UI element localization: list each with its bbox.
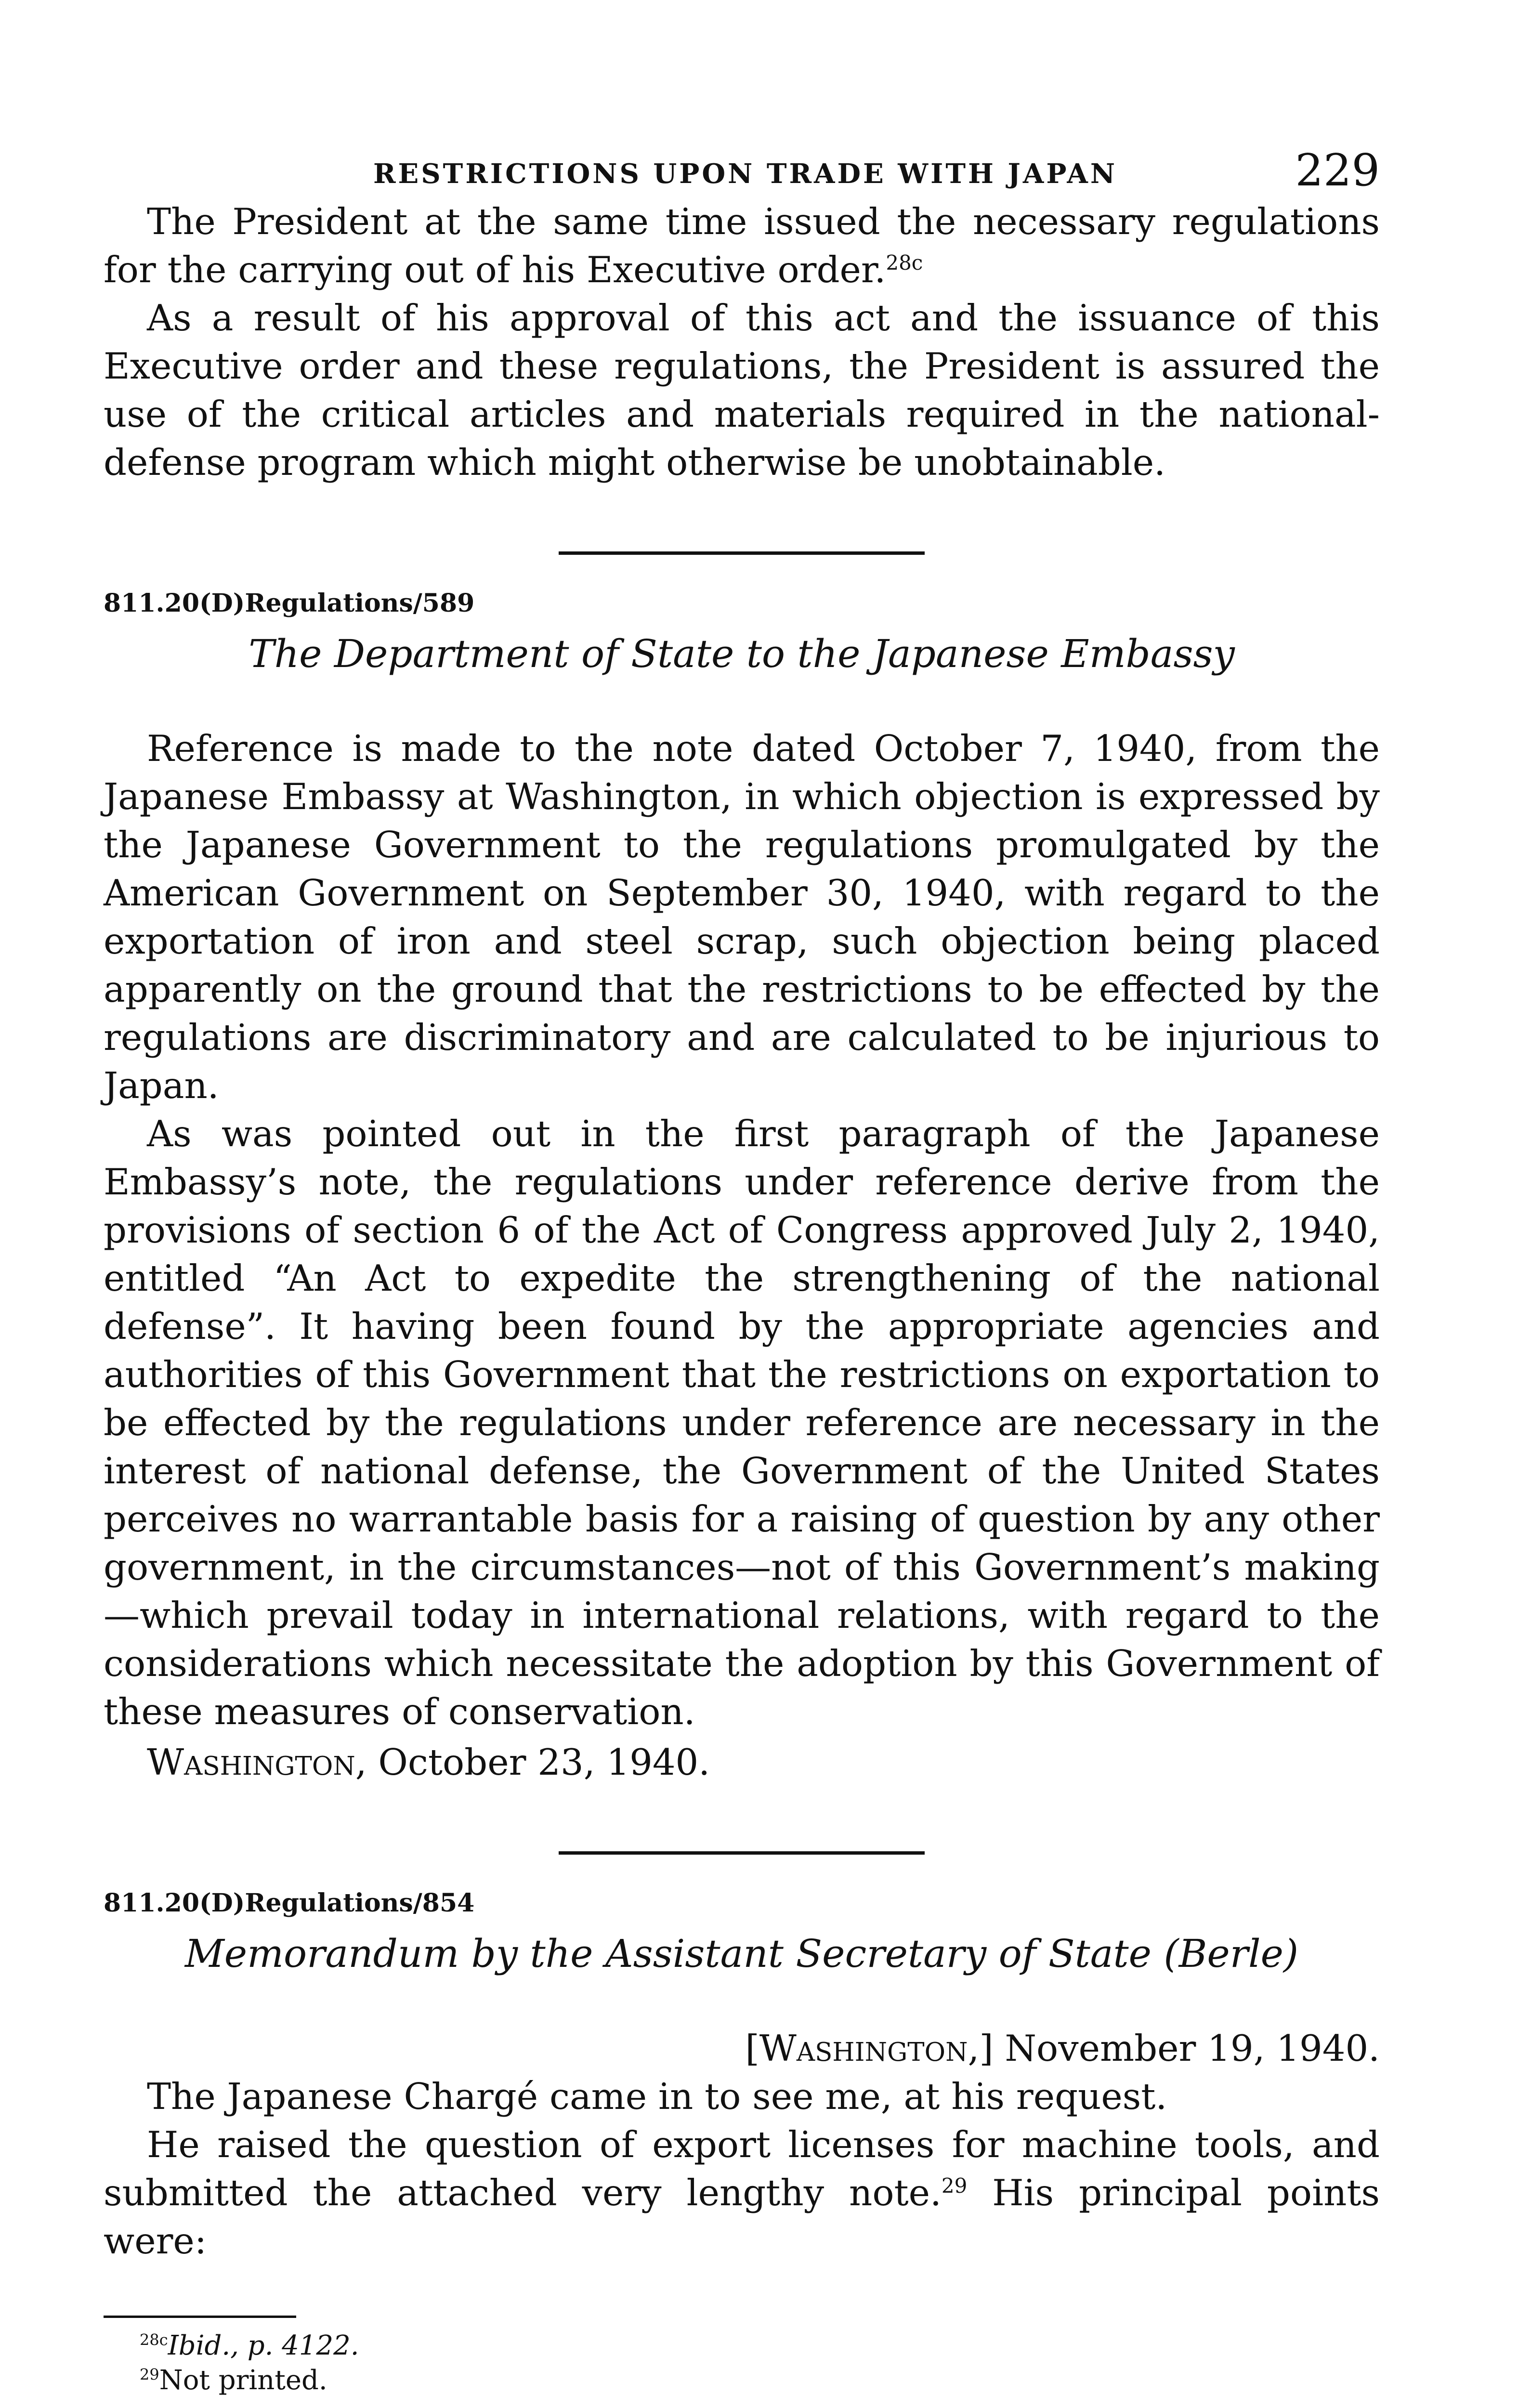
document-1-paragraph-1: Reference is made to the note dated October 7, 1940, from the Japanese Embassy at Washington, in which objection is expressed by the Japanese Government to the regulations promulgated by the American Government on September 30, 1940, with regard to the exportation of iron and steel scrap, such objection being placed apparently on the ground that the restrictions to be effected by the regulations are discriminatory and are calculated to be injurious to Japan.: [104, 727, 1380, 1107]
intro-paragraph-1-text: The President at the same time issued the necessary regulations for the carrying out of his Executive order.: [104, 200, 1380, 291]
section-divider-2: [559, 1851, 925, 1855]
document-1-place: Washington: [147, 1741, 355, 1783]
document-page: [104, 144, 1380, 2398]
document-title-1: The Department of State to the Japanese Embassy: [249, 631, 1235, 676]
document-2-dateline-open: [: [745, 2027, 759, 2069]
running-head-title: RESTRICTIONS UPON TRADE WITH JAPAN: [373, 158, 1118, 190]
document-title-2: Memorandum by the Assistant Secretary of State (Berle): [184, 1931, 1299, 1976]
footnote-28c-mark: 28c: [140, 2330, 168, 2349]
document-2-dateline-close: ,]: [968, 2027, 994, 2069]
file-reference-1: 811.20(D)Regulations/589: [104, 589, 475, 618]
document-2-paragraph-2-text: He raised the question of export licenses for machine tools, and submitted the attached very lengthy note.: [104, 2123, 1380, 2214]
document-1-paragraph-2: As was pointed out in the first paragraph of the Japanese Embassy’s note, the regulations under reference derive from the provisions of section 6 of the Act of Congress approved July 2, 1940, entitled “An Act to expedite the strengthening of the national defense”. It having been found by the appropriate agencies and authorities of this Government that the restrictions on exportation to be effected by the regulations under reference are necessary in the interest of national defense, the Government of the United States perceives no warrantable basis for a raising of question by any other government, in the circumstances—not of this Government’s making—which prevail today in international relations, with regard to the considerations which necessitate the adoption by this Government of these measures of conservation.: [104, 1112, 1380, 1733]
document-2-dateline: [104, 2024, 1380, 2072]
document-2-paragraph-1: The Japanese Chargé came in to see me, at his request.: [147, 2075, 1167, 2118]
document-1-dateline: [104, 1738, 1380, 1786]
document-2-place: Washington: [759, 2027, 968, 2069]
document-2-date: November 19, 1940.: [993, 2027, 1380, 2069]
intro-paragraph-2: As a result of his approval of this act and the issuance of this Executive order and these regulations, the President is assured the use of the critical articles and materials required in the national-defense program which might otherwise be unobtainable.: [104, 297, 1380, 484]
file-reference-2: 811.20(D)Regulations/854: [104, 1888, 475, 1918]
footnote-divider: [104, 2316, 296, 2318]
footnote-29-text: Not printed.: [159, 2365, 327, 2396]
footnote-28c-text: Ibid., p. 4122.: [168, 2330, 359, 2361]
document-1-date: , October 23, 1940.: [355, 1741, 710, 1783]
footnote-29-mark: 29: [140, 2365, 159, 2384]
page-number: 229: [1295, 144, 1380, 196]
footnote-29: [140, 2363, 1380, 2398]
footnote-ref-28c: 28c: [886, 251, 923, 275]
document-2-paragraph-2-end: His principal points were:: [104, 2172, 1380, 2262]
running-head: [104, 144, 1380, 197]
intro-paragraph-1: [104, 197, 1380, 294]
document-2-paragraph-2: [104, 2120, 1380, 2265]
footnote-28c: [140, 2329, 1380, 2363]
section-divider-1: [559, 551, 925, 555]
footnote-ref-29: 29: [941, 2174, 968, 2198]
